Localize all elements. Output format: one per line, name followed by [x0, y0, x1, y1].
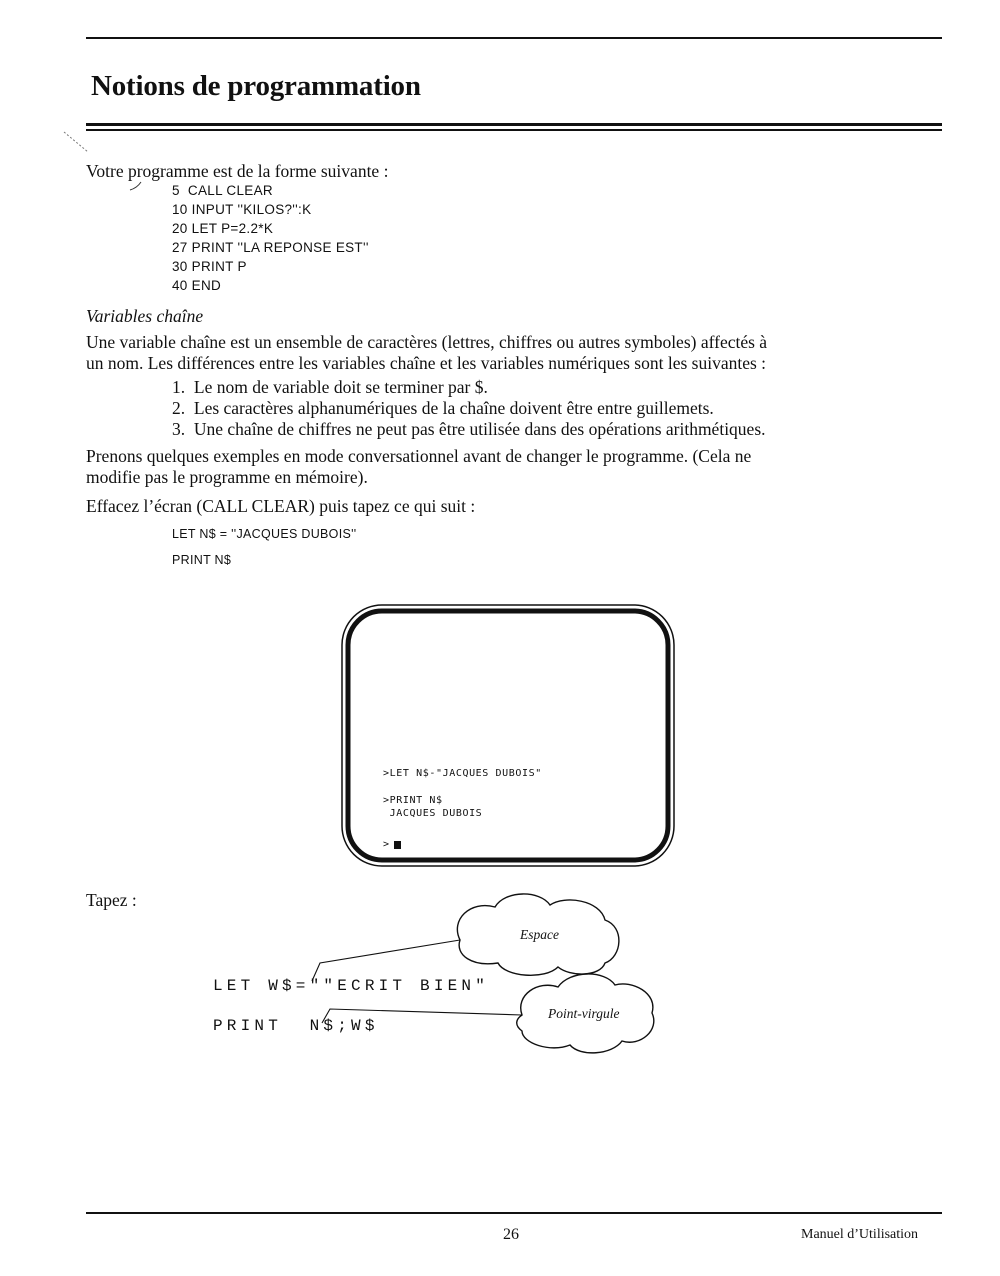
program-line: 20 LET P=2.2*K: [172, 221, 274, 236]
callout-semicolon-label: Point-virgule: [548, 1006, 620, 1021]
instruction-text: Effacez l’écran (CALL CLEAR) puis tapez ce qui suit :: [86, 496, 476, 516]
section-paragraph: [86, 332, 946, 374]
screen-line-output: JACQUES DUBOIS: [383, 808, 483, 819]
tapez-code-let: LET W$=""ECRIT BIEN": [213, 977, 490, 995]
intro-text: Votre programme est de la forme suivante :: [86, 161, 389, 181]
program-listing: [172, 181, 369, 295]
screen-line-print: >PRINT N$: [383, 795, 443, 806]
page-number: 26: [503, 1226, 519, 1243]
section-heading: Variables chaîne: [86, 306, 204, 326]
tapez-label: Tapez :: [86, 890, 137, 910]
cursor-block: [394, 841, 401, 849]
program-line: 27 PRINT ''LA REPONSE EST'': [172, 240, 369, 255]
program-line: 40 END: [172, 278, 222, 293]
title-rule-thin: [86, 129, 942, 131]
program-line: 5 CALL CLEAR: [172, 183, 273, 198]
list-item: 2. Les caractères alphanumériques de la chaîne doivent être entre guillemets.: [172, 398, 714, 418]
examples-paragraph: [86, 446, 946, 488]
screen-prompt: >: [383, 839, 390, 850]
command-print: PRINT N$: [172, 553, 232, 567]
rules-list: [172, 377, 766, 440]
screen-illustration: [340, 603, 676, 868]
callout-space-label: Espace: [520, 927, 559, 942]
list-item: 1. Le nom de variable doit se terminer par $.: [172, 377, 488, 397]
manual-title: Manuel d’Utilisation: [801, 1227, 919, 1242]
callout-graphics: [300, 885, 660, 1060]
paragraph-line: un nom. Les différences entre les variables chaîne et les variables numériques sont les suivantes :: [86, 353, 767, 373]
list-item: 3. Une chaîne de chiffres ne peut pas être utilisée dans des opérations arithmétiques.: [172, 419, 766, 439]
program-line: 30 PRINT P: [172, 259, 247, 274]
title-rule-thick: [86, 123, 942, 126]
paragraph-line: Une variable chaîne est un ensemble de caractères (lettres, chiffres ou autres symboles) affectés à: [86, 332, 768, 352]
top-rule: [86, 37, 942, 39]
footer-rule: [86, 1212, 942, 1214]
command-let: LET N$ = ''JACQUES DUBOIS'': [172, 527, 357, 541]
program-line: 10 INPUT ''KILOS?'':K: [172, 202, 312, 217]
screen-line-let: >LET N$-"JACQUES DUBOIS": [383, 768, 542, 779]
tapez-code-print: PRINT N$;W$: [213, 1017, 379, 1035]
page-title: Notions de programmation: [91, 70, 421, 102]
paragraph-line: modifie pas le programme en mémoire).: [86, 467, 368, 487]
paragraph-line: Prenons quelques exemples en mode conversationnel avant de changer le programme. (Cela ne: [86, 446, 752, 466]
